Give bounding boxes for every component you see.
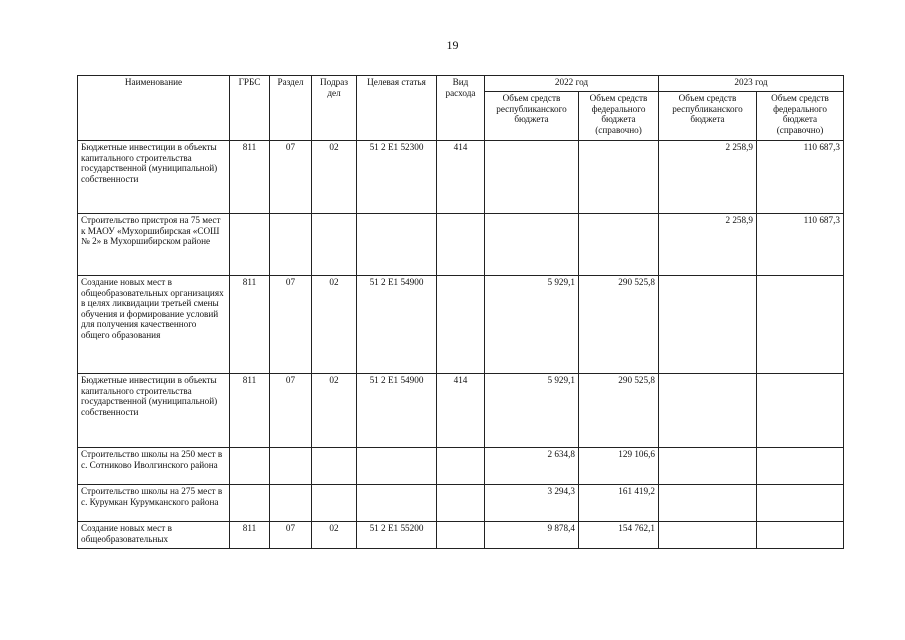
cell-target: 51 2 E1 54900 — [357, 276, 437, 374]
cell-vid — [437, 448, 485, 485]
cell-fed-2022 — [579, 214, 659, 276]
cell-grbs: 811 — [230, 374, 270, 448]
header-row — [78, 76, 844, 92]
header-rep-2023: Объем средств республиканского бюджета — [659, 92, 757, 141]
page-number: 19 — [446, 38, 459, 52]
cell-fed-2022: 290 525,8 — [579, 276, 659, 374]
cell-podrazdel — [312, 485, 357, 522]
cell-name: Бюджетные инвестиции в объекты капитального строительства государственной (муниципальной) собственности — [78, 141, 230, 214]
cell-name: Строительство пристроя на 75 мест к МАОУ «Мухоршибирская «СОШ № 2» в Мухоршибирском районе — [78, 214, 230, 276]
cell-razdel — [270, 448, 312, 485]
cell-razdel: 07 — [270, 522, 312, 549]
cell-fed-2022: 290 525,8 — [579, 374, 659, 448]
cell-grbs: 811 — [230, 276, 270, 374]
cell-name: Бюджетные инвестиции в объекты капитального строительства государственной (муниципальной) собственности — [78, 374, 230, 448]
cell-vid: 414 — [437, 374, 485, 448]
table-row — [78, 448, 844, 485]
cell-target: 51 2 E1 52300 — [357, 141, 437, 214]
cell-rep-2023 — [659, 522, 757, 549]
cell-vid: 414 — [437, 141, 485, 214]
table-row — [78, 141, 844, 214]
table-row — [78, 522, 844, 549]
cell-vid — [437, 522, 485, 549]
cell-fed-2023 — [757, 448, 844, 485]
table-row — [78, 374, 844, 448]
cell-podrazdel: 02 — [312, 522, 357, 549]
cell-podrazdel — [312, 448, 357, 485]
cell-fed-2023: 110 687,3 — [757, 141, 844, 214]
header-fed-2023: Объем средств федерального бюджета (справочно) — [757, 92, 844, 141]
cell-grbs — [230, 214, 270, 276]
cell-razdel — [270, 485, 312, 522]
cell-fed-2022: 154 762,1 — [579, 522, 659, 549]
cell-rep-2023: 2 258,9 — [659, 141, 757, 214]
cell-rep-2022 — [485, 214, 579, 276]
cell-name: Строительство школы на 250 мест в с. Сотниково Иволгинского района — [78, 448, 230, 485]
cell-rep-2023 — [659, 448, 757, 485]
cell-fed-2023: 110 687,3 — [757, 214, 844, 276]
cell-grbs — [230, 448, 270, 485]
cell-rep-2023: 2 258,9 — [659, 214, 757, 276]
header-grbs: ГРБС — [230, 76, 270, 141]
cell-grbs: 811 — [230, 141, 270, 214]
cell-fed-2023 — [757, 522, 844, 549]
cell-target — [357, 214, 437, 276]
cell-fed-2022 — [579, 141, 659, 214]
cell-razdel: 07 — [270, 276, 312, 374]
cell-name: Создание новых мест в общеобразовательных — [78, 522, 230, 549]
cell-razdel: 07 — [270, 141, 312, 214]
cell-fed-2022: 161 419,2 — [579, 485, 659, 522]
table-row — [78, 276, 844, 374]
cell-grbs: 811 — [230, 522, 270, 549]
cell-podrazdel: 02 — [312, 374, 357, 448]
budget-table — [77, 75, 844, 549]
header-year-2022: 2022 год — [485, 76, 659, 92]
header-target: Целевая статья — [357, 76, 437, 141]
cell-rep-2023 — [659, 485, 757, 522]
header-vid: Вид расхода — [437, 76, 485, 141]
cell-rep-2022: 9 878,4 — [485, 522, 579, 549]
cell-razdel: 07 — [270, 374, 312, 448]
cell-target: 51 2 E1 55200 — [357, 522, 437, 549]
cell-target — [357, 485, 437, 522]
cell-rep-2023 — [659, 374, 757, 448]
cell-rep-2022: 3 294,3 — [485, 485, 579, 522]
cell-podrazdel: 02 — [312, 276, 357, 374]
table-row — [78, 214, 844, 276]
header-fed-2022: Объем средств федерального бюджета (справочно) — [579, 92, 659, 141]
cell-vid — [437, 214, 485, 276]
header-year-2023: 2023 год — [659, 76, 844, 92]
cell-rep-2023 — [659, 276, 757, 374]
cell-target — [357, 448, 437, 485]
cell-fed-2023 — [757, 374, 844, 448]
cell-rep-2022: 5 929,1 — [485, 374, 579, 448]
cell-name: Строительство школы на 275 мест в с. Курумкан Курумканского района — [78, 485, 230, 522]
cell-razdel — [270, 214, 312, 276]
cell-grbs — [230, 485, 270, 522]
table-row — [78, 485, 844, 522]
cell-fed-2022: 129 106,6 — [579, 448, 659, 485]
cell-vid — [437, 485, 485, 522]
cell-rep-2022 — [485, 141, 579, 214]
header-rep-2022: Объем средств республиканского бюджета — [485, 92, 579, 141]
cell-name: Создание новых мест в общеобразовательных организациях в целях ликвидации третьей смены обучения и формирование условий для получения качественного общего образования — [78, 276, 230, 374]
cell-podrazdel — [312, 214, 357, 276]
cell-rep-2022: 2 634,8 — [485, 448, 579, 485]
cell-podrazdel: 02 — [312, 141, 357, 214]
header-podrazdel: Подраз дел — [312, 76, 357, 141]
cell-target: 51 2 E1 54900 — [357, 374, 437, 448]
cell-rep-2022: 5 929,1 — [485, 276, 579, 374]
cell-fed-2023 — [757, 485, 844, 522]
cell-fed-2023 — [757, 276, 844, 374]
header-name: Наименование — [78, 76, 230, 141]
cell-vid — [437, 276, 485, 374]
header-razdel: Раздел — [270, 76, 312, 141]
